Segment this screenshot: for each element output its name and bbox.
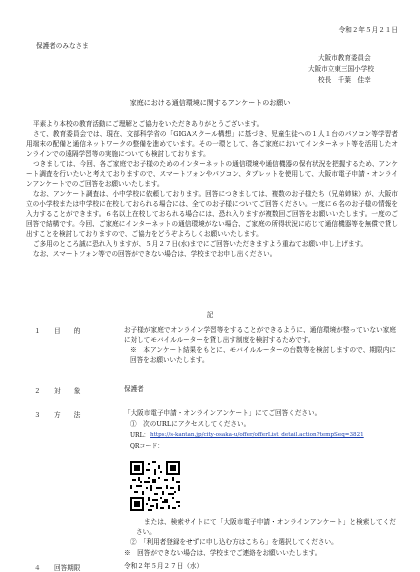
- section-number: ２: [34, 387, 41, 395]
- section-number: ４: [34, 564, 41, 572]
- intro-paragraph: なお、アンケート調査は、小中学校に依頼しております。回答につきましては、複数のお子様たち（兄弟姉妹）が、大阪市立の小学校または中学校に在校しておられる場合には、全てのお子様についてご回答ください。一度に６名のお子様の情報を入力することができます。６名以上在校しておられる場合には、恐れ入りますが複数回ご回答をお願いいたします。一度のご回答で結構です。今回、ご家庭にインターネットの通信環境がない場合、ご家庭の所得状況に応じて通信機器等を無償で貸し出すことを検討しておりますので、ご協力をどうぞよろしくお願いいたします。: [26, 190, 398, 238]
- section-line: または、検索サイトにて「大阪市電子申請・オンラインアンケート」と検索してください。: [136, 518, 396, 536]
- section-line: ※ 回答ができない場合は、学校までご連絡をお願いいたします。: [124, 549, 322, 557]
- qr-label: QRコード：: [130, 443, 164, 450]
- section-line: ① 次のURLにアクセスしてください。: [130, 420, 251, 428]
- section-line: ※ 本アンケート結果をもとに、モバイルルーターの台数等を検討しますので、期限内に回答をお願いいたします。: [130, 346, 396, 364]
- section-label: 目 的: [54, 327, 81, 335]
- issue-date: 令和２年５月２１日: [338, 26, 398, 34]
- section-line: 「大阪市電子申請・オンラインアンケート」にてご回答ください。: [124, 409, 322, 417]
- intro-paragraph: なお、スマートフォン等での回答ができない場合は、学校までお申し出ください。: [33, 250, 277, 258]
- section-label: 方 法: [54, 411, 81, 419]
- intro-body: [26, 119, 398, 259]
- recipient: 保護者のみなさま: [36, 42, 89, 50]
- sender-principal: 校長 千葉 佳幸: [318, 76, 371, 84]
- survey-url-link[interactable]: https://s-kantan.jp/city-osaka-u/offer/offerList_detail.action?tempSeq=3821: [150, 432, 364, 438]
- intro-paragraph: さて、教育委員会では、現在、文部科学省の「GIGAスクール構想」に基づき、児童生徒への１人１台のパソコン等学習者用端末の配備と通信ネットワークの整備を進めています。その一環として、各ご家庭においてインターネット等を活用したオンラインでの遠隔学習等の実施についても検討しております。: [26, 130, 398, 158]
- intro-paragraph: つきましては、今回、各ご家庭でお子様のためのインターネットの通信環境や通信機器の保有状況を把握するため、アンケート調査を行いたいと考えておりますので、スマートフォンやパソコン、タブレットを使用して、大阪市電子申請・オンラインアンケートでのご回答をお願いいたします。: [26, 160, 398, 188]
- section-label: 対 象: [54, 387, 81, 395]
- section-number: １: [34, 327, 41, 335]
- section-line: 保護者: [124, 385, 144, 393]
- ki-heading: 記: [206, 311, 214, 319]
- sender-org: 大阪市教育委員会: [318, 54, 371, 62]
- search-instruction: [136, 517, 396, 537]
- sender-school: 大阪市立東三国小学校: [308, 65, 374, 73]
- url-label: URL：: [130, 432, 150, 439]
- section-line: ② 「利用者登録をせずに申し込む方はこちら」を選択してください。: [130, 538, 338, 546]
- document-title: 家庭における通信環境に関するアンケートのお願い: [129, 99, 291, 107]
- section-line: 令和２年５月２７日（水）: [124, 562, 204, 570]
- section-label: 回答期限: [54, 564, 81, 572]
- section-body: [124, 325, 396, 365]
- qr-code-image[interactable]: [130, 461, 180, 511]
- section-number: ３: [34, 411, 41, 419]
- intro-paragraph: 平素より本校の教育活動にご理解とご協力をいただきありがとうございます。: [33, 120, 264, 128]
- intro-paragraph: ご多用のところ誠に恐れ入りますが、５月２７日(水)までにご回答いただきますよう重ねてお願い申し上げます。: [33, 240, 368, 248]
- section-line: お子様が家庭でオンライン学習等をすることができるように、通信環境が整っていない家庭に対してモバイルルーターを貸し出す制度を検討するためです。: [124, 326, 396, 344]
